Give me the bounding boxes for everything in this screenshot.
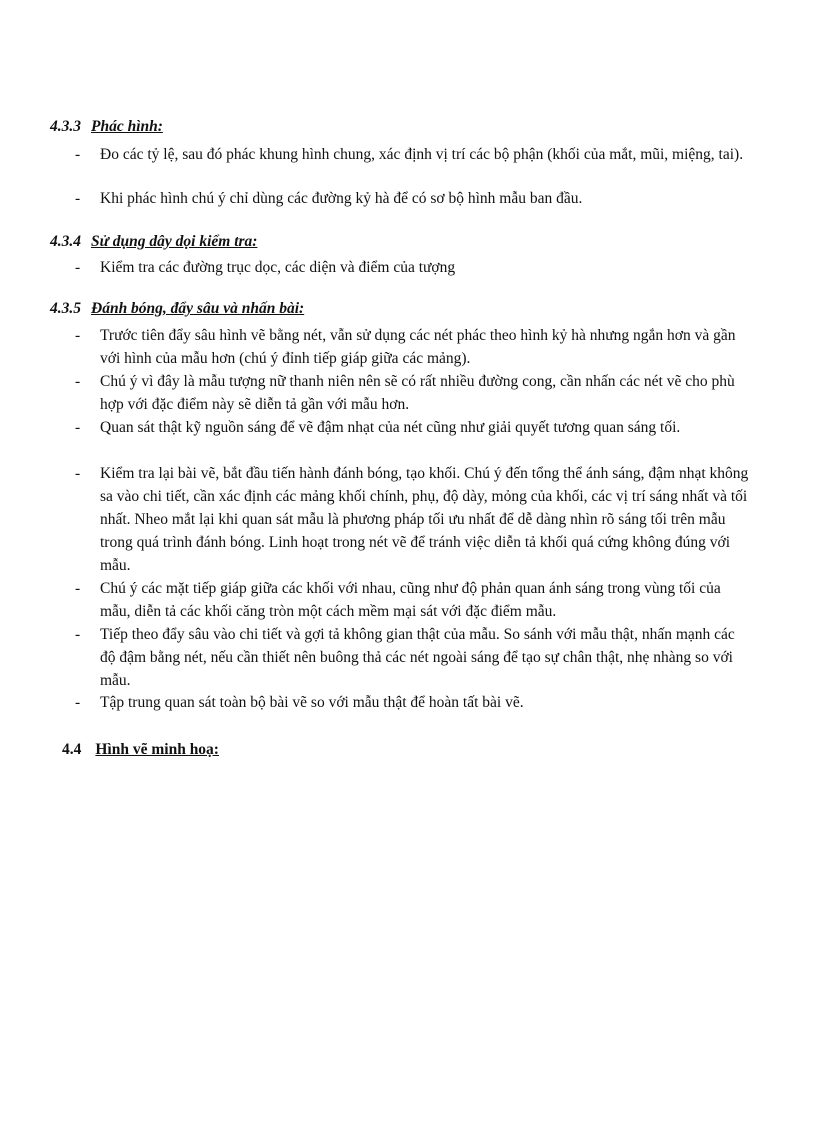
bullet-dash: - (75, 373, 81, 390)
list-item (0, 370, 816, 416)
list-item-text: Kiểm tra các đường trục dọc, các diện và điểm của tượng (100, 259, 456, 276)
list-item-text: Khi phác hình chú ý chỉ dùng các đường kỷ hà để có sơ bộ hình mẫu ban đầu. (100, 190, 583, 207)
bullet-dash: - (75, 694, 81, 711)
bullet-dash: - (75, 146, 81, 163)
list-item (0, 416, 816, 462)
section-heading-4-3-5 (50, 300, 304, 318)
section-number: 4.3.3 (50, 118, 81, 135)
section-title: Hình vẽ minh hoạ: (95, 741, 219, 758)
list-item (0, 143, 816, 189)
section-title: Sử dụng dây dọi kiểm tra: (91, 233, 258, 250)
list-item (0, 187, 816, 210)
bullet-dash: - (75, 626, 81, 643)
list-item (0, 577, 816, 623)
list-item-text: Đo các tỷ lệ, sau đó phác khung hình chung, xác định vị trí các bộ phận (khối của mắt, mũi, miệng, tai). (100, 146, 744, 163)
section-number: 4.3.4 (50, 233, 81, 250)
bullet-dash: - (75, 580, 81, 597)
list-item-text: Trước tiên đẩy sâu hình vẽ bằng nét, vẫn sử dụng các nét phác theo hình kỷ hà nhưng ngắn hơn và gần với hình của mẫu hơn (chú ý đỉnh tiếp giáp giữa các mảng). (100, 327, 736, 367)
list-item-text: Chú ý các mặt tiếp giáp giữa các khối với nhau, cũng như độ phản quan ánh sáng trong vùng tối của mẫu, diễn tả các khối căng tròn một cách mềm mại sát với đặc điểm mẫu. (100, 580, 721, 620)
bullet-dash: - (75, 419, 81, 436)
bullet-dash: - (75, 327, 81, 344)
bullet-dash: - (75, 259, 81, 276)
list-item (0, 462, 816, 577)
list-item-text: Quan sát thật kỹ nguồn sáng để vẽ đậm nhạt của nét cũng như giải quyết tương quan sáng tối. (100, 419, 681, 436)
bullet-dash: - (75, 465, 81, 482)
list-item (0, 256, 816, 279)
section-number: 4.3.5 (50, 300, 81, 317)
section-heading-4-4 (62, 741, 219, 759)
list-item-text: Kiểm tra lại bài vẽ, bắt đầu tiến hành đánh bóng, tạo khối. Chú ý đến tổng thể ánh sáng, đậm nhạt không sa vào chi tiết, cần xác định các mảng khối chính, phụ, độ dày, mỏng của khối, các vị trí sáng nhất và tối nhất. Nheo mắt lại khi quan sát mẫu là phương pháp tối ưu nhất để dễ dàng nhìn rõ sáng tối trên mẫu trong quá trình đánh bóng. Linh hoạt trong nét vẽ để tránh việc diễn tả khối quá cứng không đúng với mẫu. (100, 465, 749, 574)
list-item (0, 691, 816, 714)
section-title: Phác hình: (91, 118, 163, 135)
section-heading-4-3-4 (50, 233, 257, 251)
list-item (0, 324, 816, 370)
list-item (0, 623, 816, 692)
list-item-text: Tập trung quan sát toàn bộ bài vẽ so với mẫu thật để hoàn tất bài vẽ. (100, 694, 524, 711)
section-heading-4-3-3 (50, 118, 163, 136)
section-number: 4.4 (62, 741, 82, 758)
list-item-text: Tiếp theo đẩy sâu vào chi tiết và gợi tả không gian thật của mẫu. So sánh với mẫu thật, nhấn mạnh các độ đậm bằng nét, nếu cần thiết nên buông thả các nét ngoài sáng để tạo sự chân thật, nhẹ nhàng so với mẫu. (100, 626, 735, 689)
bullet-dash: - (75, 190, 81, 207)
list-item-text: Chú ý vì đây là mẫu tượng nữ thanh niên nên sẽ có rất nhiều đường cong, cần nhấn các nét vẽ cho phù hợp với đặc điểm này sẽ diễn tả gần với mẫu hơn. (100, 373, 735, 413)
section-title: Đánh bóng, đẩy sâu và nhấn bài: (91, 300, 305, 317)
